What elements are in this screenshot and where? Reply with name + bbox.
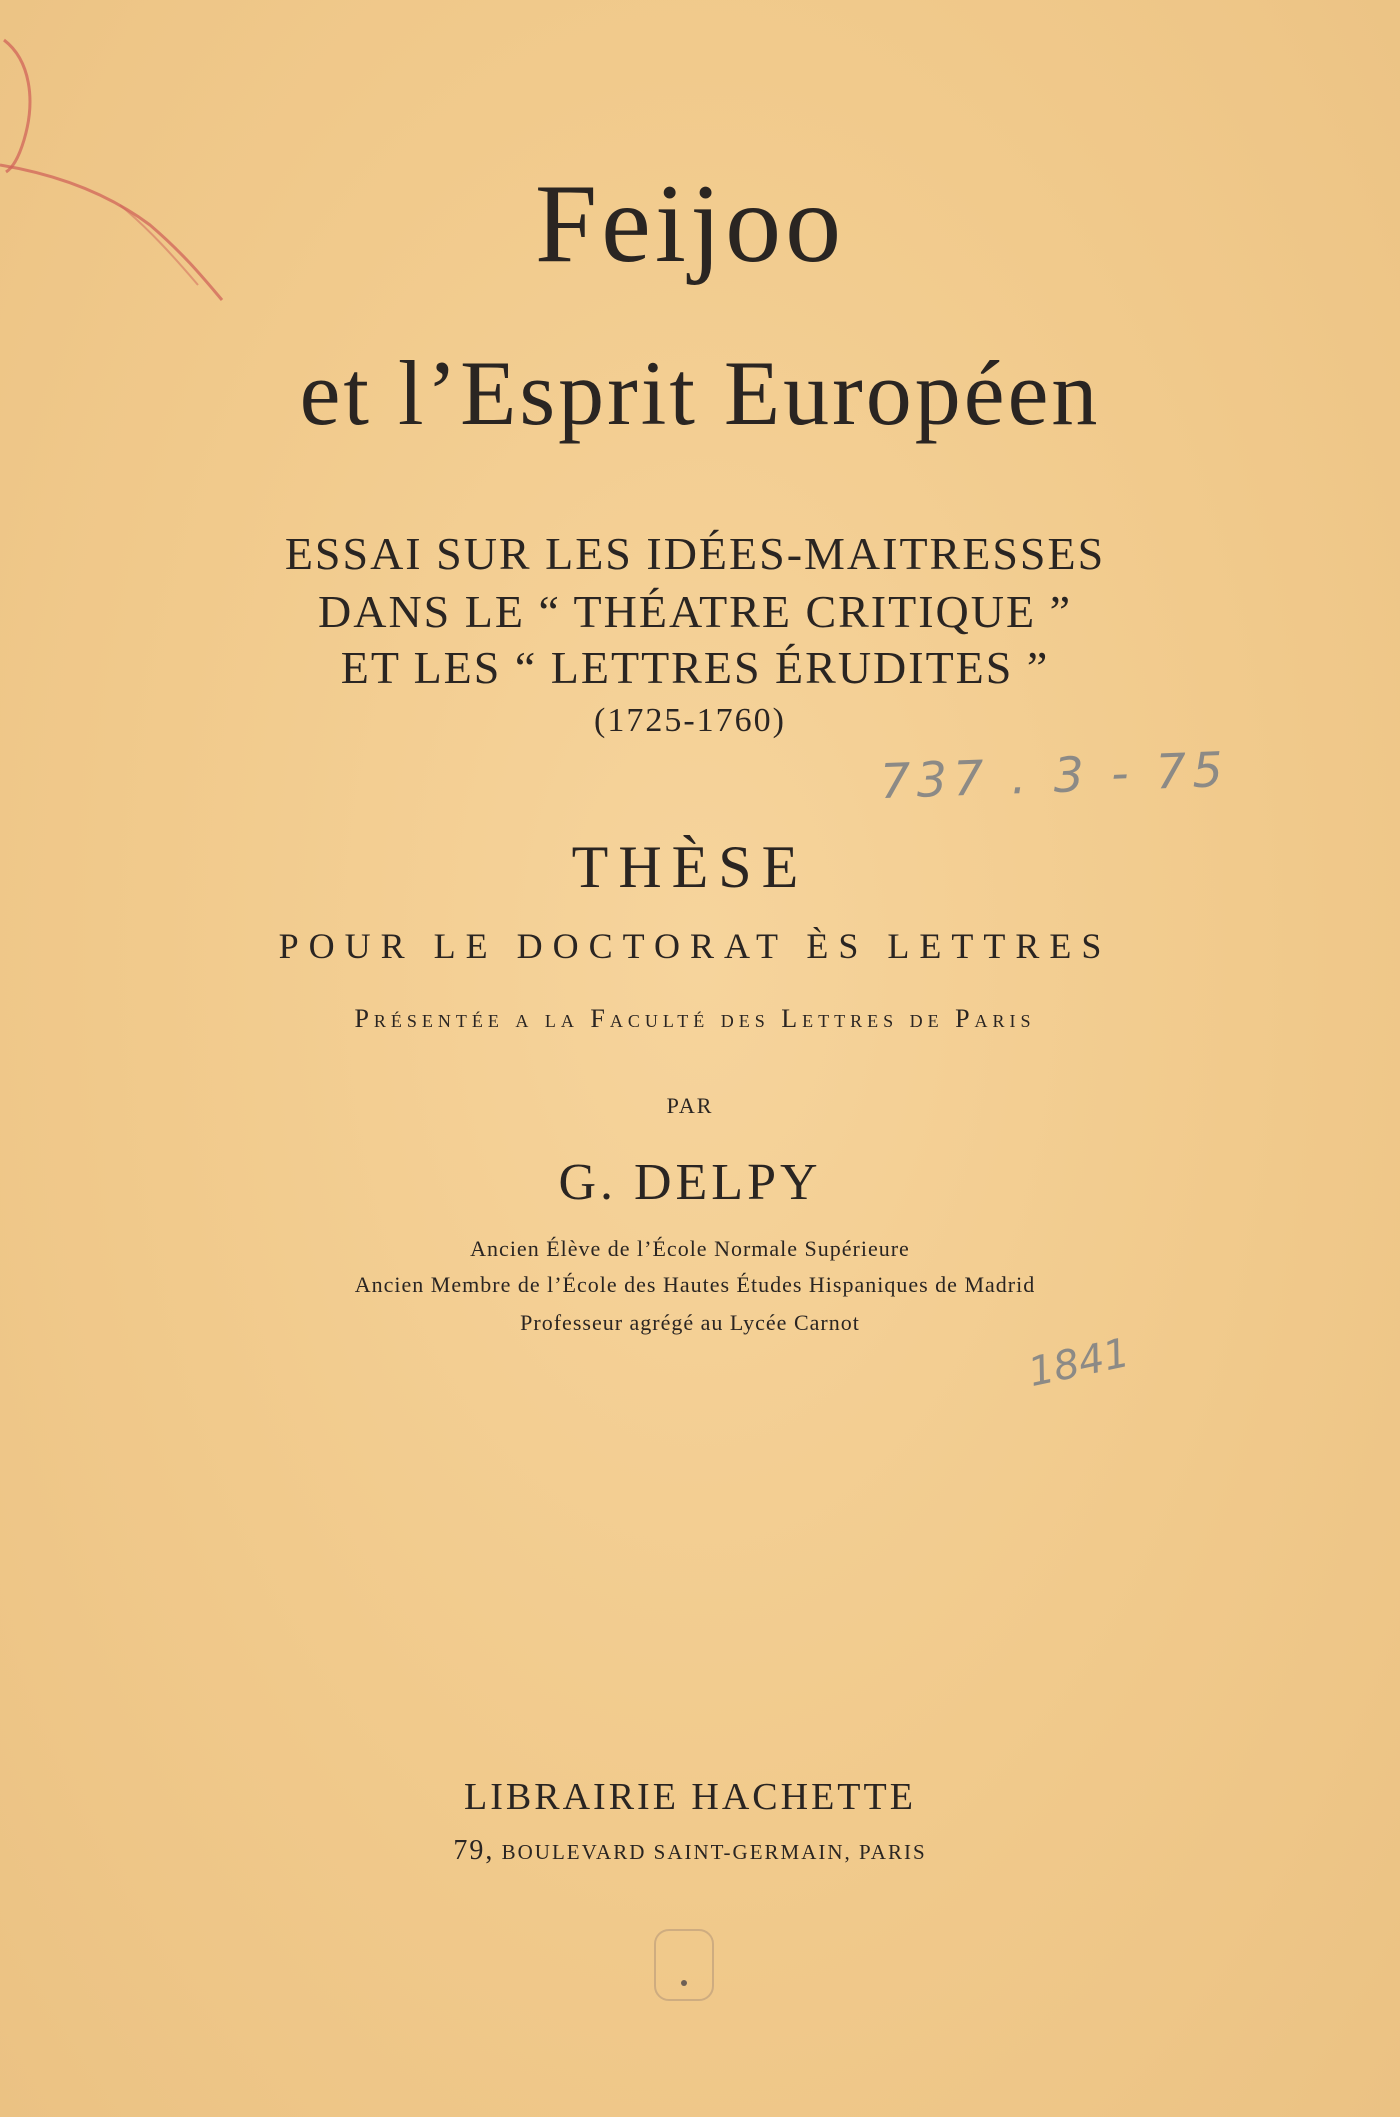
essay-line-1: ESSAI SUR LES IDÉES-MAITRESSES: [284, 528, 1106, 579]
publisher-name: LIBRAIRIE HACHETTE: [464, 1776, 916, 1818]
publisher-address: [0, 1835, 1390, 1867]
address-street: BOULEVARD SAINT-GERMAIN, PARIS: [501, 1840, 927, 1864]
book-title: Feijoo: [534, 162, 846, 286]
book-subtitle: et l’Esprit Européen: [299, 342, 1101, 444]
by-label: PAR: [666, 1093, 714, 1118]
address-number: 79,: [453, 1835, 495, 1866]
author-name: G. DELPY: [558, 1154, 822, 1211]
degree-line: POUR LE DOCTORAT ÈS LETTRES: [278, 926, 1112, 966]
essay-line-3: ET LES “ LETTRES ÉRUDITES ”: [340, 642, 1050, 693]
handwritten-year: 1841: [1024, 1329, 1134, 1397]
thesis-heading: THÈSE: [571, 834, 809, 900]
faculty-line: Présentée a la Faculté des Lettres de Paris: [354, 1004, 1036, 1033]
author-credential-1: Ancien Élève de l’École Normale Supérieure: [470, 1236, 910, 1261]
author-credential-2: Ancien Membre de l’École des Hautes Études Hispaniques de Madrid: [354, 1272, 1036, 1297]
author-credential-3: Professeur agrégé au Lycée Carnot: [520, 1310, 860, 1335]
date-range: (1725-1760): [594, 702, 786, 739]
handwritten-shelfmark: 737 . 3 - 75: [879, 741, 1230, 811]
essay-line-2: DANS LE “ THÉATRE CRITIQUE ”: [318, 586, 1072, 637]
